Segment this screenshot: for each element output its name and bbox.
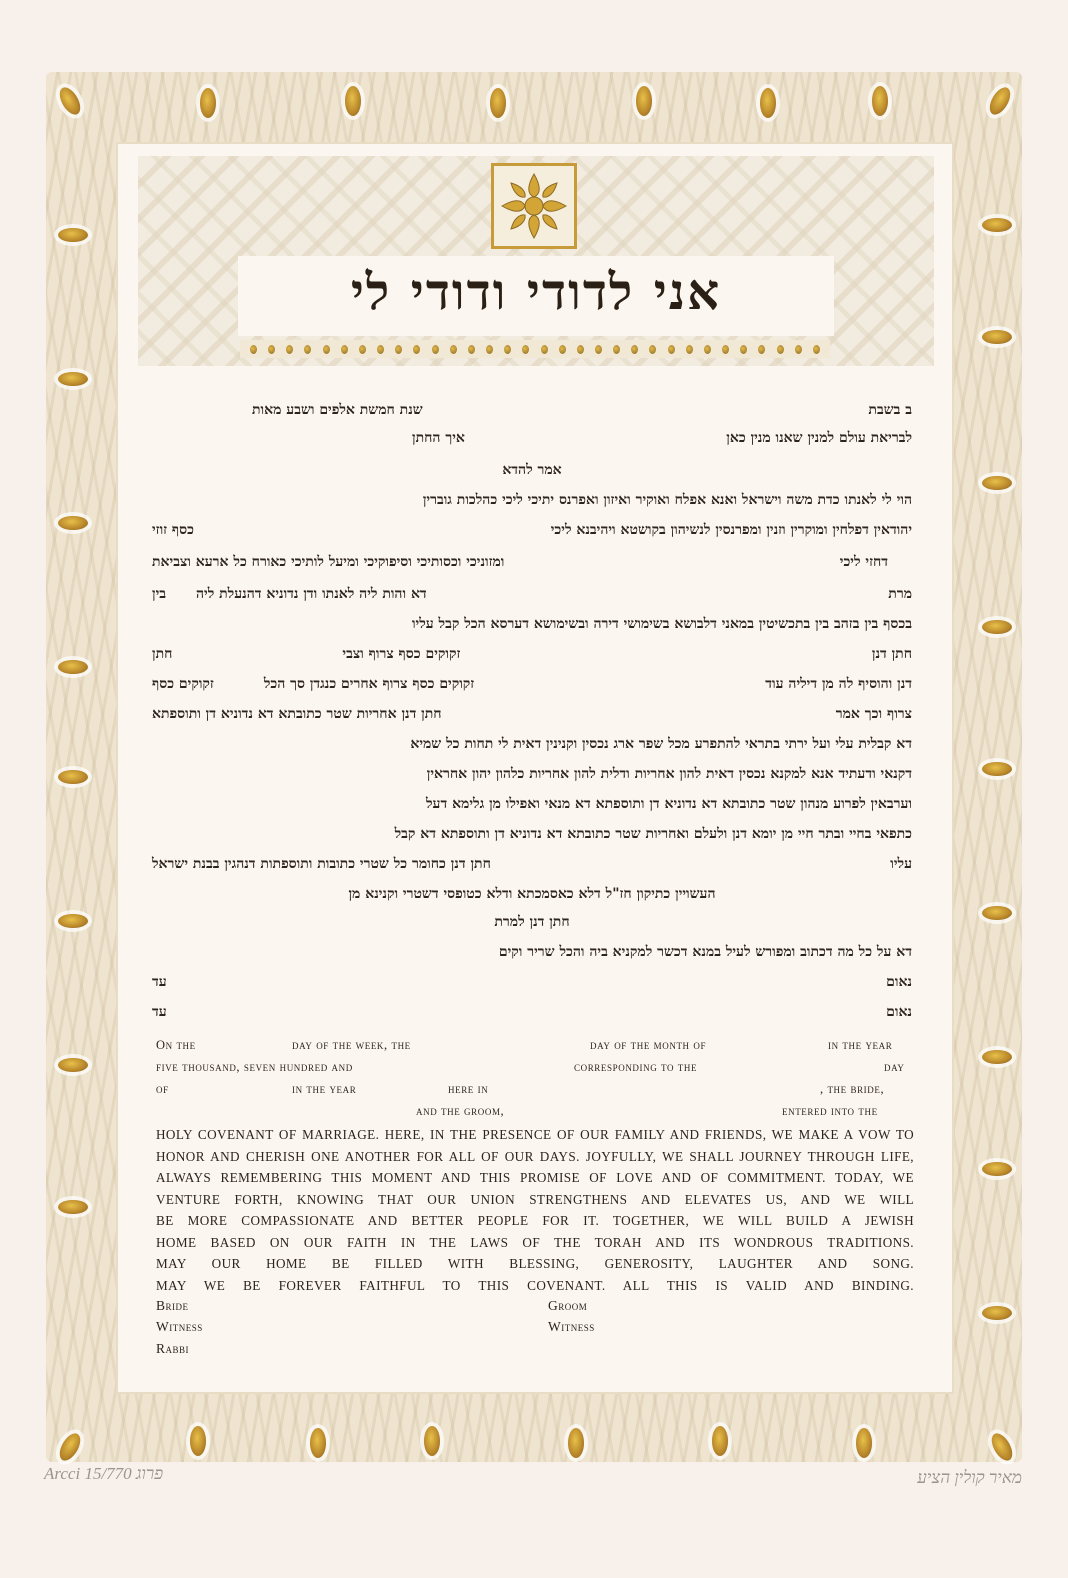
gold-dot-border bbox=[240, 340, 830, 358]
aramaic-line: אמר להדא bbox=[502, 462, 562, 478]
aramaic-line bbox=[152, 706, 912, 723]
rabbi-signature-label: Rabbi bbox=[156, 1341, 190, 1356]
gold-leaf-icon bbox=[58, 372, 88, 386]
english-text: five thousand, seven hundred and bbox=[156, 1060, 353, 1074]
artist-signature: מאיר קולין הציע bbox=[917, 1468, 1022, 1487]
gold-leaf-icon bbox=[760, 88, 776, 118]
gold-leaf-icon bbox=[345, 86, 361, 116]
aramaic-text: עליו bbox=[890, 856, 912, 872]
english-text: entered into the bbox=[782, 1104, 878, 1118]
gold-leaf-icon bbox=[712, 1426, 728, 1456]
aramaic-text: יהודאין דפלחין ומוקרין וזנין ומפרנסין לנשיהון בקושטא ויהיבנא ליכי bbox=[550, 522, 912, 538]
english-text: of bbox=[156, 1082, 169, 1096]
aramaic-line: וערבאין לפרוע מנהון שטר כתובתא דא נדוניא דן ותוספתא דא מנאי ואפילו מן גלימא דעל bbox=[425, 796, 912, 812]
gold-leaf-icon bbox=[982, 476, 1012, 490]
aramaic-text: חתן bbox=[152, 646, 173, 662]
aramaic-line: חתן דנן למרת bbox=[494, 914, 570, 930]
aramaic-text: שנת חמשת אלפים ושבע מאות bbox=[252, 402, 423, 418]
aramaic-text: דא והות ליה לאנתו ודן נדוניא דהנעלת ליה bbox=[196, 586, 427, 602]
aramaic-line bbox=[152, 522, 912, 539]
gold-leaf-icon bbox=[58, 914, 88, 928]
vow-line: HONOR AND CHERISH ONE ANOTHER FOR ALL OF OUR DAYS. JOYFULLY, WE SHALL JOURNEY THROUGH LIFE, bbox=[156, 1148, 914, 1164]
gold-leaf-icon bbox=[490, 88, 506, 118]
aramaic-text: עד bbox=[152, 974, 167, 990]
gold-leaf-icon bbox=[982, 762, 1012, 776]
aramaic-text: חתן דנן כחומר כל שטרי כתובות ותוספתות דנהגין בבנת ישראל bbox=[152, 856, 491, 872]
gold-leaf-icon bbox=[982, 906, 1012, 920]
aramaic-text: מרת bbox=[888, 586, 912, 602]
aramaic-text: נאום bbox=[886, 974, 912, 990]
aramaic-text: בין bbox=[152, 586, 166, 602]
gold-leaf-icon bbox=[568, 1428, 584, 1458]
aramaic-line bbox=[152, 430, 912, 447]
vow-line: MAY WE BE FOREVER FAITHFUL TO THIS COVENANT. ALL THIS IS VALID AND BINDING. bbox=[156, 1277, 914, 1293]
aramaic-text: דחזי ליכי bbox=[839, 554, 888, 570]
gold-emblem-icon bbox=[491, 163, 577, 249]
gold-leaf-icon bbox=[982, 1306, 1012, 1320]
gold-leaf-icon bbox=[636, 86, 652, 116]
aramaic-text: חתן דנן bbox=[871, 646, 912, 662]
aramaic-text: חתן דנן אחריות שטר כתובתא דא נדוניא דן ותוספתא bbox=[152, 706, 442, 722]
gold-leaf-icon bbox=[58, 1200, 88, 1214]
gold-leaf-icon bbox=[58, 228, 88, 242]
gold-leaf-icon bbox=[58, 660, 88, 674]
english-text: in the year bbox=[828, 1038, 893, 1052]
aramaic-line bbox=[152, 676, 912, 693]
aramaic-text: צרוף וכך אמר bbox=[835, 706, 912, 722]
aramaic-line bbox=[152, 646, 912, 663]
aramaic-line: בכסף בין בזהב בין בתכשיטין במאני דלבושא בשימושי דירה ובשימושא דערסא הכל קבל עליו bbox=[411, 616, 912, 632]
aramaic-text: נאום bbox=[886, 1004, 912, 1020]
vow-line: BE MORE COMPASSIONATE AND BETTER PEOPLE FOR IT. TOGETHER, WE WILL BUILD A JEWISH bbox=[156, 1213, 914, 1228]
english-fill-row bbox=[156, 1038, 914, 1056]
english-vows bbox=[156, 1124, 914, 1296]
aramaic-text: זקוקים כסף צרוף וצבי bbox=[342, 646, 461, 662]
vow-line: ALWAYS REMEMBERING THIS MOMENT AND THIS PROMISE OF LOVE AND OF COMMITMENT. TODAY, WE bbox=[156, 1170, 914, 1185]
aramaic-text: דנן והוסיף לה מן דיליה עוד bbox=[765, 676, 912, 692]
edition-number: Arcci פרוג 15/770 bbox=[44, 1464, 164, 1483]
aramaic-text: זקוקים כסף bbox=[152, 676, 214, 692]
gold-leaf-icon bbox=[58, 770, 88, 784]
aramaic-line: דא קבלית עלי ועל ירתי בתראי להתפרע מכל שפר ארג נכסין וקנינין דאית לי תחות כל שמיא bbox=[410, 736, 912, 752]
gold-leaf-icon bbox=[982, 330, 1012, 344]
english-text: On the bbox=[156, 1038, 196, 1052]
gold-leaf-icon bbox=[982, 620, 1012, 634]
english-text: day of the week, the bbox=[292, 1038, 411, 1052]
aramaic-line bbox=[152, 402, 912, 419]
aramaic-text: ב בשבת bbox=[868, 402, 912, 418]
english-fill-row bbox=[156, 1082, 914, 1100]
gold-leaf-icon bbox=[58, 516, 88, 530]
witness-signature-label: Witness bbox=[548, 1319, 595, 1334]
gold-leaf-icon bbox=[982, 1050, 1012, 1064]
bride-signature-label: Bride bbox=[156, 1298, 189, 1313]
vow-line: VENTURE FORTH, KNOWING THAT OUR UNION STRENGTHENS AND ELEVATES US, AND WE WILL bbox=[156, 1191, 914, 1207]
english-text: day bbox=[884, 1060, 905, 1074]
aramaic-line: דקנאי ודעתיד אנא למקנא נכסין דאית להון אחריות ודלית להון אחריות כלהון יהון אחראין bbox=[426, 766, 912, 782]
gold-leaf-icon bbox=[856, 1428, 872, 1458]
english-text: day of the month of bbox=[590, 1038, 707, 1052]
ketubah-title: אני לדודי ודודי לי bbox=[350, 262, 722, 321]
aramaic-line: הוי לי לאנתו כדת משה וישראל ואנא אפלח ואוקיר ואיזון ואפרנס יתיכי ליכי כהלכות גוברין bbox=[422, 492, 912, 508]
english-fill-row bbox=[156, 1060, 914, 1078]
aramaic-text: לבריאת עולם למנין שאנו מנין כאן bbox=[726, 430, 912, 446]
aramaic-line bbox=[152, 586, 912, 603]
english-text: in the year bbox=[292, 1082, 357, 1096]
aramaic-text: ומזוניכי וכסותיכי וסיפוקיכי ומיעל לותיכי כאורח כל ארעא וצביאת bbox=[152, 554, 505, 570]
aramaic-line: כתפאי בחיי ובתר חיי מן יומא דנן ולעלם ואחריות שטר כתובתא דא נדוניא דן ותוספתא דא קבל bbox=[394, 826, 912, 842]
gold-leaf-icon bbox=[58, 1058, 88, 1072]
gold-leaf-icon bbox=[872, 86, 888, 116]
english-text: , the bride, bbox=[820, 1082, 885, 1096]
english-fill-row bbox=[156, 1104, 914, 1122]
gold-leaf-icon bbox=[200, 88, 216, 118]
aramaic-line: דא על כל מה דכתוב ומפורש לעיל במנא דכשר למקניא ביה והכל שריר וקים bbox=[498, 944, 912, 960]
aramaic-line bbox=[152, 554, 912, 571]
aramaic-text: זקוקים כסף צרוף אחרים כנגדן סך הכל bbox=[263, 676, 475, 692]
gold-leaf-icon bbox=[982, 218, 1012, 232]
aramaic-text: כסף זוזי bbox=[152, 522, 194, 538]
aramaic-text: איך החתן bbox=[412, 430, 465, 446]
gold-leaf-icon bbox=[424, 1426, 440, 1456]
witness-signature-label: Witness bbox=[156, 1319, 203, 1334]
english-text: corresponding to the bbox=[574, 1060, 698, 1074]
aramaic-line bbox=[152, 856, 912, 873]
gold-leaf-icon bbox=[190, 1426, 206, 1456]
gold-leaf-icon bbox=[982, 1162, 1012, 1176]
vow-line: HOLY COVENANT OF MARRIAGE. HERE, IN THE PRESENCE OF OUR FAMILY AND FRIENDS, WE MAKE A VOW TO bbox=[156, 1127, 914, 1142]
witness-line bbox=[152, 974, 912, 991]
emblem-graphic bbox=[494, 166, 574, 246]
aramaic-line: העשויין כתיקון חז"ל דלא כאסמכתא ודלא כטופסי דשטרי וקנינא מן bbox=[348, 886, 716, 902]
gold-leaf-icon bbox=[310, 1428, 326, 1458]
english-text: here in bbox=[448, 1082, 489, 1096]
aramaic-text: עד bbox=[152, 1004, 167, 1020]
witness-line bbox=[152, 1004, 912, 1021]
vow-line: MAY OUR HOME BE FILLED WITH BLESSING, GENEROSITY, LAUGHTER AND SONG. bbox=[156, 1256, 914, 1271]
english-text: and the groom, bbox=[416, 1104, 505, 1118]
vow-line: HOME BASED ON OUR FAITH IN THE LAWS OF THE TORAH AND ITS WONDROUS TRADITIONS. bbox=[156, 1234, 914, 1250]
groom-signature-label: Groom bbox=[548, 1298, 588, 1313]
